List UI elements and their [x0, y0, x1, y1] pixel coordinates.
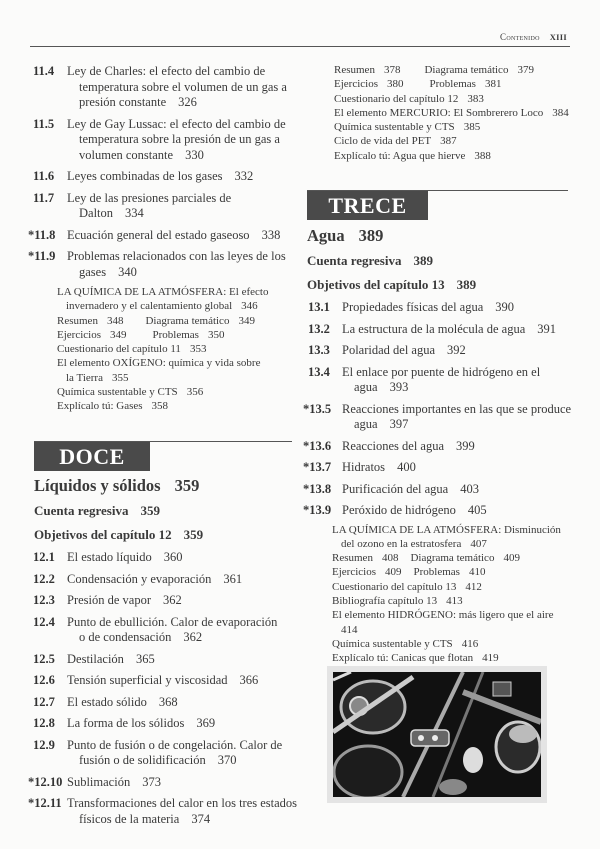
section-title-cont: agua 393 — [354, 380, 409, 394]
page-number: 397 — [389, 417, 409, 431]
section-number: *12.10 — [28, 774, 63, 789]
header-rule — [30, 46, 570, 47]
toc-entry[interactable] — [303, 401, 583, 433]
page-number: 362 — [163, 593, 182, 607]
section-title: Ley de Charles: el efecto del cambio de — [67, 64, 266, 78]
page-number: 392 — [447, 343, 466, 357]
extra-explicalo[interactable]: Explícalo tú: Canicas que flotan 419 — [332, 652, 499, 665]
toc-entry[interactable] — [33, 716, 308, 732]
section-number: *11.9 — [28, 249, 56, 263]
toc-entry[interactable] — [303, 438, 583, 455]
toc-entry[interactable] — [33, 593, 308, 609]
chapter-12-extras — [308, 63, 573, 163]
extra-bibliografia[interactable]: Bibliografía capítulo 13 413 — [332, 594, 463, 607]
chapter-11-extras — [33, 285, 298, 414]
left-column — [28, 64, 298, 414]
section-number: *13.5 — [303, 401, 332, 416]
page-number: 368 — [158, 694, 178, 709]
extra-explicalo[interactable]: Explícalo tú: Agua que hierve 388 — [334, 149, 491, 162]
extra-explicalo[interactable]: Explícalo tú: Gases 358 — [57, 400, 169, 413]
section-title: El estado líquido 360 — [67, 550, 183, 564]
page-number: 399 — [456, 438, 475, 453]
extra-ciclo-pet[interactable]: Ciclo de vida del PET 387 — [334, 135, 457, 148]
chapter-12-entries — [28, 550, 308, 833]
section-number: 12.6 — [33, 673, 55, 687]
extra-elemento[interactable]: El elemento OXÍGENO: química y vida sobre — [57, 357, 261, 370]
section-title-cont: presión constante 326 — [79, 95, 197, 109]
page-number: 361 — [223, 571, 243, 586]
page-number: 400 — [397, 460, 416, 474]
extra-resumen-diagrama[interactable]: Resumen 348 Diagrama temático 349 — [57, 314, 255, 327]
page-number: 362 — [183, 630, 203, 644]
page-number: 360 — [163, 550, 183, 564]
section-number: 12.9 — [33, 737, 55, 752]
toc-entry[interactable] — [28, 227, 298, 244]
section-number: 13.3 — [308, 343, 330, 357]
extra-resumen-diagrama[interactable]: Resumen 378 Diagrama temático 379 — [334, 64, 534, 76]
toc-entry[interactable] — [33, 550, 308, 566]
page-number: 374 — [191, 811, 211, 826]
extra-resumen-diagrama[interactable]: Resumen 408 Diagrama temático 409 — [332, 552, 520, 565]
chapter-13-block — [303, 300, 583, 665]
section-title: Tensión superficial y viscosidad 366 — [67, 673, 259, 687]
section-number: 12.2 — [33, 571, 55, 586]
section-title: Purificación del agua 403 — [342, 481, 479, 496]
extra-ejercicios-problemas[interactable]: Ejercicios 409 Problemas 410 — [332, 566, 486, 579]
chapter-12-objetivos[interactable]: Objetivos del capítulo 12 359 — [34, 527, 204, 542]
extra-elemento[interactable]: El elemento MERCURIO: El Sombrerero Loco 384 — [334, 106, 569, 119]
section-number: *13.7 — [303, 460, 332, 474]
toc-entry[interactable] — [28, 774, 308, 791]
page-number: 338 — [261, 227, 281, 242]
page-number: 393 — [389, 380, 409, 394]
section-title-cont: gases 340 — [79, 264, 137, 279]
toc-entry[interactable] — [33, 572, 308, 588]
page-number: 366 — [239, 673, 259, 687]
extra-atmosfera-cont: del ozono en la estratosfera 407 — [341, 537, 487, 550]
toc-entry[interactable] — [33, 191, 298, 222]
extra-elemento-cont: la Tierra 355 — [66, 371, 129, 384]
section-number: 11.7 — [33, 190, 55, 205]
page-number: 330 — [185, 147, 204, 162]
extra-elemento-page: 414 — [341, 623, 358, 636]
section-number: 12.7 — [33, 694, 55, 709]
extra-atmosfera-cont: invernadero y el calentamiento global 346 — [66, 300, 258, 313]
section-title-cont: agua 397 — [354, 417, 409, 431]
running-header — [500, 32, 567, 42]
toc-entry[interactable] — [308, 322, 583, 338]
section-number: *12.11 — [28, 796, 62, 810]
chapter-13-extras — [308, 523, 583, 666]
chapter-13-banner: TRECE — [307, 191, 428, 220]
toc-entry[interactable] — [33, 615, 308, 646]
toc-entry[interactable] — [308, 365, 583, 396]
section-title: Problemas relacionados con las leyes de los — [67, 249, 286, 263]
section-title-cont: o de condensación 362 — [79, 630, 203, 644]
right-column — [308, 63, 573, 163]
chapter-12-cuenta[interactable]: Cuenta regresiva 359 — [34, 503, 160, 518]
section-title: Reacciones del agua 399 — [342, 438, 475, 453]
saxophone-photo-art — [333, 672, 541, 797]
section-title: Transformaciones del calor en los tres estados — [67, 796, 298, 810]
extra-quimica-cts[interactable]: Química sustentable y CTS 416 — [332, 637, 479, 650]
toc-entry[interactable] — [308, 300, 583, 316]
section-title: Reacciones importantes en las que se produce — [342, 401, 572, 416]
toc-entry[interactable] — [303, 481, 583, 498]
chapter-13-objetivos[interactable]: Objetivos del capítulo 13 389 — [307, 277, 477, 292]
section-title: Leyes combinadas de los gases 332 — [67, 169, 254, 183]
section-number: 11.6 — [33, 169, 55, 183]
section-title: Propiedades físicas del agua 390 — [342, 300, 515, 314]
page-number: 391 — [537, 321, 556, 336]
section-title: La estructura de la molécula de agua 391 — [342, 321, 556, 336]
toc-entry[interactable] — [303, 503, 583, 519]
toc-entry[interactable] — [33, 738, 308, 769]
chapter-12-banner: DOCE — [34, 442, 150, 471]
page-number: 390 — [495, 300, 515, 314]
extra-ejercicios-problemas[interactable]: Ejercicios 380 Problemas 381 — [334, 78, 502, 91]
section-number: *13.6 — [303, 438, 332, 453]
section-title: El enlace por puente de hidrógeno en el — [342, 364, 541, 379]
section-number: 13.4 — [308, 364, 330, 379]
toc-entry[interactable] — [33, 64, 298, 111]
page-number: 373 — [142, 774, 161, 789]
extra-cuestionario[interactable]: Cuestionario del capítulo 12 383 — [334, 92, 484, 105]
extra-cuestionario[interactable]: Cuestionario del capítulo 11 353 — [57, 343, 207, 356]
page-number: 405 — [467, 503, 487, 517]
page-number: 334 — [125, 206, 144, 220]
section-number: 12.1 — [33, 550, 55, 564]
header-section: Contenido — [500, 32, 540, 42]
section-title: Destilación 365 — [67, 651, 155, 666]
page-number: 370 — [217, 753, 237, 767]
toc-entry[interactable] — [33, 695, 308, 711]
section-title: Ley de Gay Lussac: el efecto del cambio de — [67, 116, 286, 131]
extra-atmosfera[interactable]: LA QUÍMICA DE LA ATMÓSFERA: El efecto — [57, 286, 269, 298]
toc-entry[interactable] — [33, 652, 308, 668]
section-title-cont: Dalton 334 — [79, 206, 144, 220]
toc-entry[interactable] — [28, 796, 308, 827]
chapter-13-entries — [303, 300, 583, 519]
chapter-11-entries — [28, 64, 298, 280]
extra-atmosfera[interactable]: LA QUÍMICA DE LA ATMÓSFERA: Disminución — [332, 523, 561, 536]
section-number: 11.4 — [33, 64, 55, 78]
section-number: 13.2 — [308, 321, 330, 336]
toc-entry[interactable] — [33, 169, 298, 185]
section-number: 12.8 — [33, 716, 55, 730]
section-number: 12.4 — [33, 614, 55, 629]
extra-cuestionario[interactable]: Cuestionario del capítulo 13 412 — [332, 580, 482, 593]
section-title: Sublimación 373 — [67, 774, 161, 789]
chapter-13-title[interactable]: Agua 389 — [307, 226, 384, 245]
section-title-cont: temperatura sobre el volumen de un gas a — [79, 79, 287, 94]
page-number: 340 — [118, 264, 137, 279]
section-number: 13.1 — [308, 300, 330, 314]
section-title-cont: volumen constante 330 — [79, 147, 204, 162]
section-title: Hidratos 400 — [342, 460, 416, 474]
page-number: 365 — [135, 651, 155, 666]
toc-entry[interactable] — [33, 117, 298, 164]
section-title: Condensación y evaporación 361 — [67, 571, 243, 586]
section-title: La forma de los sólidos 369 — [67, 716, 216, 730]
section-title: Ley de las presiones parciales de — [67, 190, 232, 205]
section-number: *13.8 — [303, 481, 332, 496]
section-title-cont: fusión o de solidificación 370 — [79, 753, 237, 767]
toc-entry[interactable] — [33, 673, 308, 689]
toc-entry[interactable] — [303, 460, 583, 476]
page-number: 326 — [178, 95, 197, 109]
section-title-cont: físicos de la materia 374 — [79, 811, 211, 826]
extra-quimica-cts[interactable]: Química sustentable y CTS 356 — [57, 386, 204, 399]
toc-entry[interactable] — [28, 249, 298, 280]
section-title-cont: temperatura sobre la presión de un gas a — [79, 132, 280, 146]
chapter-12-title[interactable]: Líquidos y sólidos 359 — [34, 476, 200, 495]
section-number: 12.3 — [33, 593, 55, 607]
section-number: *13.9 — [303, 503, 332, 517]
section-title: Ecuación general del estado gaseoso 338 — [67, 227, 281, 242]
section-title: Polaridad del agua 392 — [342, 343, 466, 357]
extra-elemento[interactable]: El elemento HIDRÓGENO: más ligero que el aire — [332, 609, 554, 622]
saxophone-keys-photo — [327, 666, 547, 803]
section-number: 11.5 — [33, 116, 55, 131]
section-number: *11.8 — [28, 227, 56, 242]
page-number: 369 — [196, 716, 216, 730]
extra-ejercicios-problemas[interactable]: Ejercicios 349 Problemas 350 — [57, 328, 225, 341]
toc-entry[interactable] — [308, 343, 583, 359]
section-title: El estado sólido 368 — [67, 694, 178, 709]
page-number: 332 — [234, 169, 254, 183]
section-title: Punto de fusión o de congelación. Calor de — [67, 737, 283, 752]
header-page-number: XIII — [549, 32, 567, 42]
section-title: Punto de ebullición. Calor de evaporación — [67, 614, 278, 629]
chapter-13-cuenta[interactable]: Cuenta regresiva 389 — [307, 253, 433, 268]
page-number: 403 — [460, 481, 479, 496]
section-number: 12.5 — [33, 651, 55, 666]
section-title: Presión de vapor 362 — [67, 593, 182, 607]
extra-quimica-cts[interactable]: Química sustentable y CTS 385 — [334, 121, 481, 134]
section-title: Peróxido de hidrógeno 405 — [342, 503, 487, 517]
